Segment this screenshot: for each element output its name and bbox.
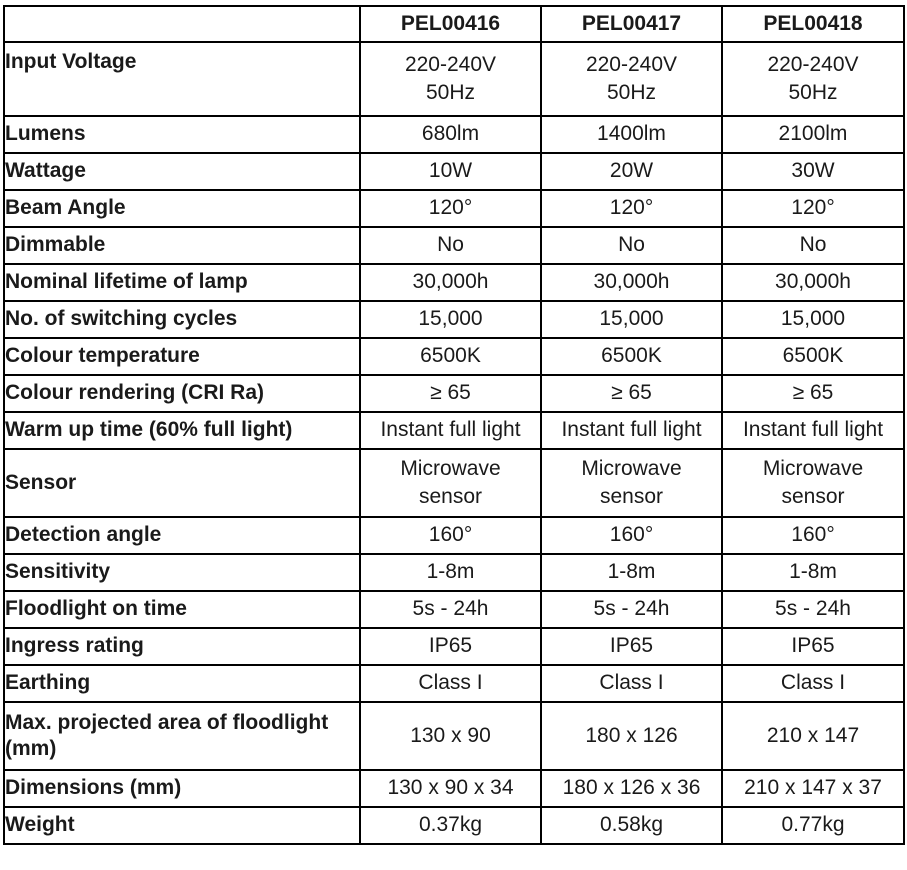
cell-value: 220-240V 50Hz [360,42,541,116]
row-ingress-rating [4,628,904,665]
row-colour-temperature [4,338,904,375]
cell-value: 30,000h [541,264,722,301]
cell-value: 130 x 90 x 34 [360,770,541,807]
cell-value: IP65 [541,628,722,665]
cell-value: No [541,227,722,264]
row-beam-angle [4,190,904,227]
header-row [4,6,904,42]
cell-value: 0.58kg [541,807,722,844]
row-floodlight-on-time [4,591,904,628]
row-label: Weight [4,807,360,844]
header-corner-cell [4,6,360,42]
cell-value: 120° [360,190,541,227]
row-label: Max. projected area of floodlight (mm) [4,702,360,770]
cell-value: 15,000 [541,301,722,338]
row-label: No. of switching cycles [4,301,360,338]
cell-value: 15,000 [360,301,541,338]
row-label: Ingress rating [4,628,360,665]
cell-value: 6500K [360,338,541,375]
cell-value: 120° [541,190,722,227]
cell-value: 30,000h [722,264,904,301]
column-header-pel00416: PEL00416 [360,6,541,42]
cell-value: No [722,227,904,264]
row-label: Floodlight on time [4,591,360,628]
row-label: Earthing [4,665,360,702]
row-sensitivity [4,554,904,591]
cell-value: 180 x 126 [541,702,722,770]
spec-table [3,5,905,845]
cell-value: 1-8m [541,554,722,591]
row-weight [4,807,904,844]
row-colour-rendering [4,375,904,412]
row-input-voltage [4,42,904,116]
cell-value: 30,000h [360,264,541,301]
row-warm-up-time [4,412,904,449]
cell-value: Class I [541,665,722,702]
cell-value: Microwave sensor [541,449,722,517]
row-lumens [4,116,904,153]
row-dimensions [4,770,904,807]
cell-value: 180 x 126 x 36 [541,770,722,807]
cell-value: 1-8m [722,554,904,591]
row-label: Warm up time (60% full light) [4,412,360,449]
row-label: Sensitivity [4,554,360,591]
cell-value: 160° [722,517,904,554]
cell-value: 130 x 90 [360,702,541,770]
cell-value: 5s - 24h [360,591,541,628]
cell-value: 10W [360,153,541,190]
cell-value: ≥ 65 [722,375,904,412]
cell-value: 0.77kg [722,807,904,844]
cell-value: ≥ 65 [541,375,722,412]
cell-value: 15,000 [722,301,904,338]
cell-value: 20W [541,153,722,190]
cell-value: 220-240V 50Hz [541,42,722,116]
cell-value: 1-8m [360,554,541,591]
cell-value: Microwave sensor [722,449,904,517]
row-wattage [4,153,904,190]
cell-value: 5s - 24h [541,591,722,628]
cell-value: Instant full light [360,412,541,449]
cell-value: Class I [722,665,904,702]
cell-value: IP65 [360,628,541,665]
spec-table-container [3,5,905,845]
row-label: Dimensions (mm) [4,770,360,807]
cell-value: Instant full light [541,412,722,449]
column-header-pel00417: PEL00417 [541,6,722,42]
cell-value: 160° [541,517,722,554]
row-label: Detection angle [4,517,360,554]
cell-value: 30W [722,153,904,190]
row-label: Colour temperature [4,338,360,375]
row-label: Wattage [4,153,360,190]
cell-value: Microwave sensor [360,449,541,517]
cell-value: IP65 [722,628,904,665]
cell-value: 210 x 147 x 37 [722,770,904,807]
cell-value: 6500K [722,338,904,375]
cell-value: 120° [722,190,904,227]
cell-value: 5s - 24h [722,591,904,628]
row-label: Dimmable [4,227,360,264]
cell-value: No [360,227,541,264]
row-label: Sensor [4,449,360,517]
cell-value: 2100lm [722,116,904,153]
row-max-projected-area [4,702,904,770]
cell-value: 680lm [360,116,541,153]
row-label: Nominal lifetime of lamp [4,264,360,301]
cell-value: ≥ 65 [360,375,541,412]
row-sensor [4,449,904,517]
row-dimmable [4,227,904,264]
cell-value: 1400lm [541,116,722,153]
cell-value: Instant full light [722,412,904,449]
row-switching-cycles [4,301,904,338]
row-label: Colour rendering (CRI Ra) [4,375,360,412]
cell-value: 220-240V 50Hz [722,42,904,116]
cell-value: 210 x 147 [722,702,904,770]
column-header-pel00418: PEL00418 [722,6,904,42]
row-nominal-lifetime [4,264,904,301]
row-label: Input Voltage [4,42,360,116]
cell-value: Class I [360,665,541,702]
row-detection-angle [4,517,904,554]
cell-value: 160° [360,517,541,554]
row-label: Beam Angle [4,190,360,227]
cell-value: 0.37kg [360,807,541,844]
cell-value: 6500K [541,338,722,375]
row-earthing [4,665,904,702]
row-label: Lumens [4,116,360,153]
